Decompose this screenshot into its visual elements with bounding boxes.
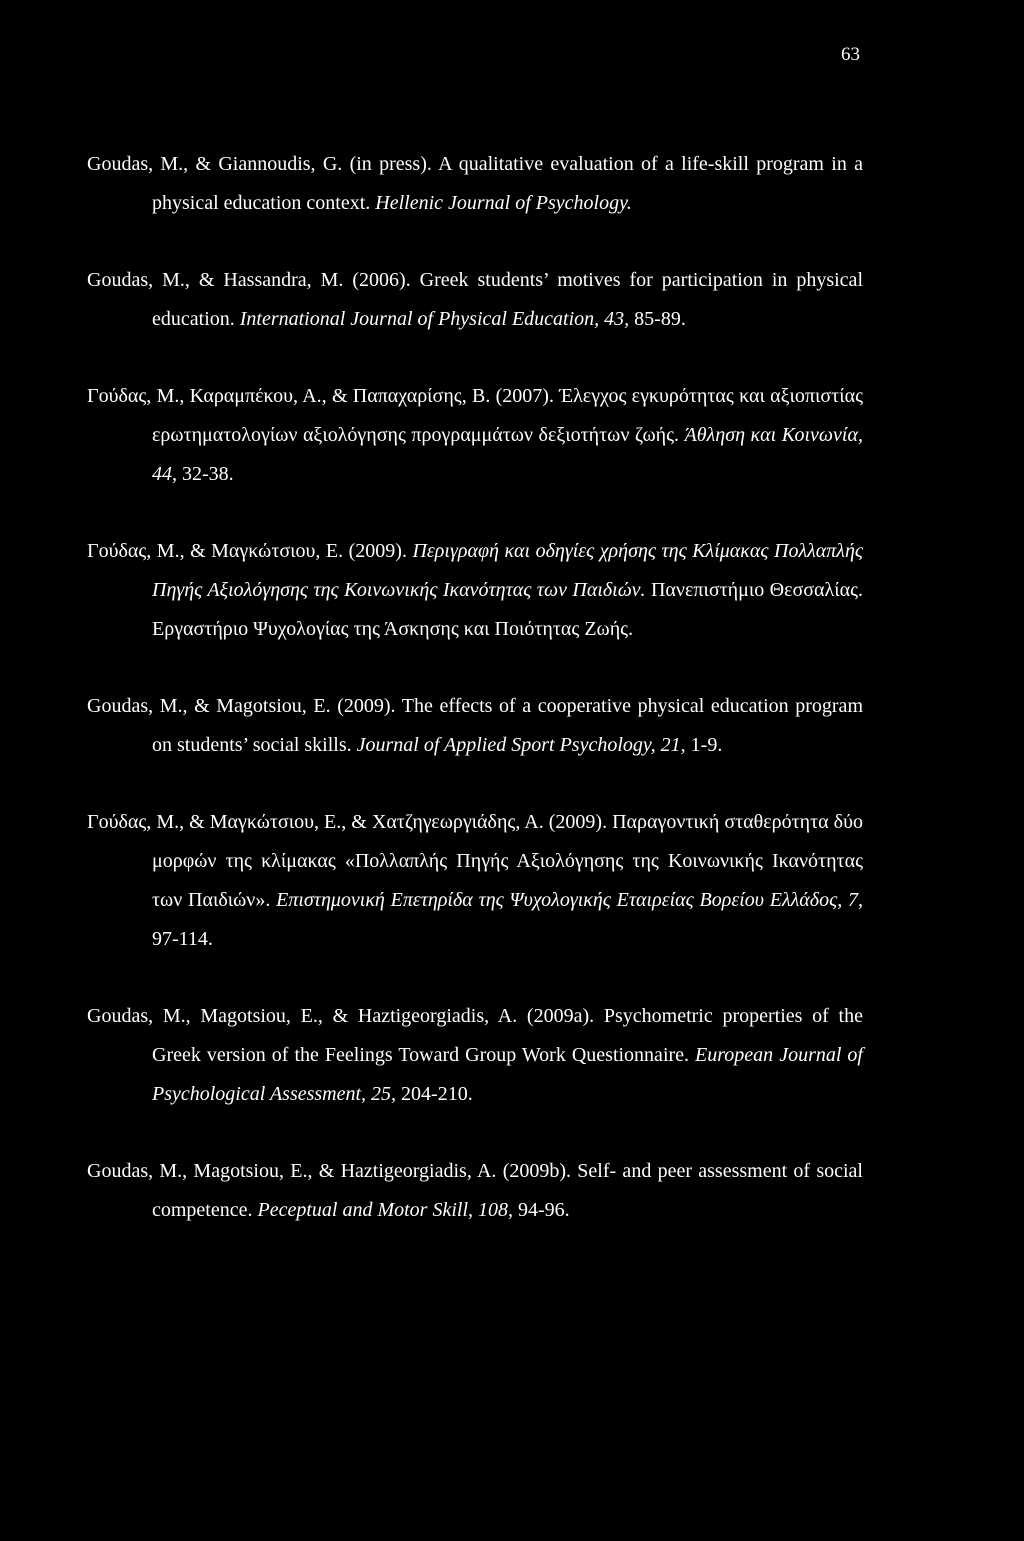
reference-pages: 1-9. [685,734,723,756]
page-number: 63 [841,44,860,65]
reference-source-title: Journal of Applied Sport Psychology, 21, [356,734,686,756]
reference-entry [87,803,863,959]
reference-source-title: Hellenic Journal of Psychology. [375,192,632,214]
reference-text: Goudas, M., & Hassandra, M. (2006). Greek students’ motives for participation in physical education. [87,269,863,330]
reference-text: Γούδας, Μ., Καραμπέκου, Α., & Παπαχαρίσης, Β. (2007). Έλεγχος εγκυρότητας και αξιοπιστίας ερωτηματολογίων αξιολόγησης προγραμμάτων δεξιοτήτων ζωής. [87,385,863,446]
reference-pages: 97-114. [152,928,213,950]
reference-pages: 204-210. [396,1083,473,1105]
reference-source-title: Peceptual and Motor Skill, 108, [257,1199,514,1221]
reference-source-title: International Journal of Physical Education, 43, [239,308,630,330]
reference-list [87,145,863,1268]
reference-text: Goudas, M., Magotsiou, E., & Haztigeorgiadis, A. (2009a). Psychometric properties of the Greek version of the Feelings Toward Group Work Questionnaire. [87,1005,863,1066]
reference-pages: 94-96. [513,1199,570,1221]
reference-text: Goudas, M., & Giannoudis, G. (in press). A qualitative evaluation of a life-skill program in a physical education context. [87,153,863,214]
reference-entry [87,532,863,649]
reference-text: Goudas, M., Magotsiou, E., & Haztigeorgiadis, A. (2009b). Self- and peer assessment of social competence. [87,1160,863,1221]
reference-source-title: Επιστημονική Επετηρίδα της Ψυχολογικής Εταιρείας Βορείου Ελλάδος, 7, [276,889,863,911]
reference-entry [87,687,863,765]
reference-text: Γούδας, Μ., & Μαγκώτσιου, Ε., & Χατζηγεωργιάδης, Α. (2009). Παραγοντική σταθερότητα δύο μορφών της κλίμακας «Πολλαπλής Πηγής Αξιολόγησης της Κοινωνικής Ικανότητας των Παιδιών». [87,811,863,911]
reference-text: Goudas, M., & Magotsiou, E. (2009). The effects of a cooperative physical education program on students’ social skills. [87,695,863,756]
reference-entry [87,261,863,339]
reference-entry [87,377,863,494]
reference-publisher: Πανεπιστήμιο Θεσσαλίας. Εργαστήριο Ψυχολογίας της Άσκησης και Ποιότητας Ζωής. [152,579,863,640]
reference-source-title: European Journal of Psychological Assessment, 25, [152,1044,863,1105]
reference-source-title: Άθληση και Κοινωνία, 44, [152,424,863,485]
reference-pages: 32-38. [177,463,234,485]
reference-entry [87,145,863,223]
reference-entry [87,1152,863,1230]
reference-pages: 85-89. [629,308,686,330]
reference-source-title: Περιγραφή και οδηγίες χρήσης της Κλίμακας Πολλαπλής Πηγής Αξιολόγησης της Κοινωνικής Ικανότητας των Παιδιών. [152,540,863,601]
reference-text: Γούδας, Μ., & Μαγκώτσιου, Ε. (2009). [87,540,413,562]
reference-entry [87,997,863,1114]
